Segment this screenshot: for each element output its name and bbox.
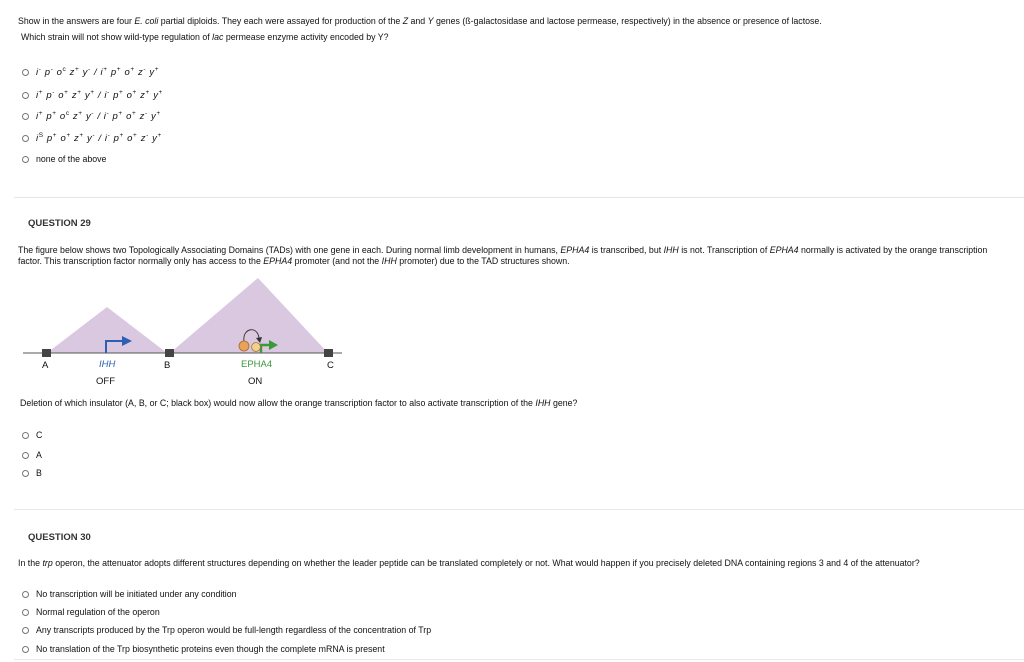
genotype-text: $i^S$ p+ o+ z+ y- / i- p+ o+ z- y+ <box>36 132 162 145</box>
radio-button[interactable] <box>22 92 29 99</box>
q30-option-1[interactable]: No transcription will be initiated under any condition <box>22 589 237 599</box>
section-divider <box>14 509 1024 510</box>
radio-button[interactable] <box>22 591 29 598</box>
radio-button[interactable] <box>22 69 29 76</box>
enhancer-circle-icon <box>252 343 261 352</box>
label-a: A <box>42 360 49 371</box>
q28-prompt-line1: Show in the answers are four E. coli partial diploids. They each were assayed for production of the Z and Y genes (ß-galactosidase and lactose permease, respectively) in the absence or presence of lactose. <box>18 16 822 26</box>
q28-prompt-line2: Which strain will not show wild-type regulation of lac permease enzyme activity encoded by Y? <box>21 32 389 42</box>
q29-option-1[interactable]: C <box>22 430 42 440</box>
radio-button[interactable] <box>22 156 29 163</box>
label-b: B <box>164 360 171 371</box>
section-divider <box>14 197 1024 198</box>
radio-button[interactable] <box>22 627 29 634</box>
radio-button[interactable] <box>22 113 29 120</box>
tad-figure <box>20 275 360 390</box>
gene-ihh-label: IHH <box>99 359 116 370</box>
q29-option-3[interactable]: B <box>22 468 42 478</box>
genotype-text: i- p- $o^c$ z+ y- / i+ p+ o+ z- y+ <box>36 66 160 79</box>
radio-button[interactable] <box>22 432 29 439</box>
insulator-c[interactable] <box>324 349 333 357</box>
q28-option-3[interactable] <box>22 110 161 122</box>
q29-paragraph: The figure below shows two Topologically Associating Domains (TADs) with one gene in each. During normal limb development in humans, EPHA4 is transcribed, but IHH is not. Transcription of EPHA4 normally is activated by the orange transcription factor. This transcription factor normally only has access to the EPHA4 promoter (and not the IHH promoter) due to the TAD structures shown. <box>18 245 988 266</box>
radio-button[interactable] <box>22 470 29 477</box>
tad-triangle-right <box>170 278 328 353</box>
q29-heading: QUESTION 29 <box>28 218 91 229</box>
q30-option-2[interactable]: Normal regulation of the operon <box>22 607 160 617</box>
q28-option-2[interactable] <box>22 89 163 101</box>
gene-epha4-label: EPHA4 <box>241 359 273 370</box>
genotype-text: i+ p- o+ z+ y+ / i- p+ o+ z+ y+ <box>36 89 163 102</box>
radio-button[interactable] <box>22 452 29 459</box>
q28-option-1[interactable] <box>22 66 159 78</box>
insulator-a[interactable] <box>42 349 51 357</box>
insulator-b[interactable] <box>165 349 174 357</box>
gene-ihh-state: OFF <box>96 376 115 387</box>
q29-option-2[interactable]: A <box>22 450 42 460</box>
q30-heading: QUESTION 30 <box>28 532 91 543</box>
radio-button[interactable] <box>22 646 29 653</box>
radio-button[interactable] <box>22 135 29 142</box>
q28-option-none[interactable]: none of the above <box>22 154 106 164</box>
radio-button[interactable] <box>22 609 29 616</box>
transcription-factor-icon <box>239 341 249 351</box>
q30-option-3[interactable]: Any transcripts produced by the Trp operon would be full-length regardless of the concentration of Trp <box>22 625 431 635</box>
section-divider <box>14 659 1024 660</box>
q28-option-4[interactable] <box>22 132 162 144</box>
genotype-text: i+ p+ $o^c$ z+ y- / i- p+ o+ z- y+ <box>36 110 161 123</box>
q30-option-4[interactable]: No translation of the Trp biosynthetic proteins even though the complete mRNA is present <box>22 644 385 654</box>
gene-epha4-state: ON <box>248 376 263 387</box>
q29-question: Deletion of which insulator (A, B, or C; black box) would now allow the orange transcription factor to also activate transcription of the IHH gene? <box>20 398 578 408</box>
q30-paragraph: In the trp operon, the attenuator adopts different structures depending on whether the leader peptide can be translated completely or not. What would happen if you precisely deleted DNA containing regions 3 and 4 of the attenuator? <box>18 558 920 568</box>
label-c: C <box>327 360 334 371</box>
